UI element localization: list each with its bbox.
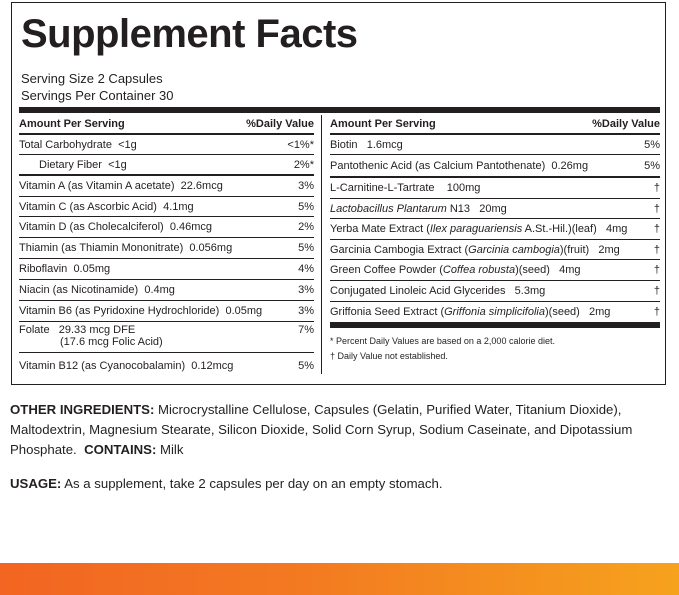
footnote-not-established: † Daily Value not established. [330, 351, 448, 361]
bottom-divider [330, 322, 660, 328]
daily-value-header: %Daily Value [246, 118, 314, 130]
table-row: Conjugated Linoleic Acid Glycerides 5.3mg † [330, 281, 660, 302]
table-row: Vitamin B12 (as Cyanocobalamin) 0.12mcg 5% [19, 359, 314, 372]
table-row: L-Carnitine-L-Tartrate 100mg † [330, 178, 660, 199]
daily-value: † [653, 306, 660, 318]
table-row: Folate 29.33 mcg DFE (17.6 mcg Folic Acid) 7% [19, 322, 314, 353]
amount-per-serving-header: Amount Per Serving [19, 118, 125, 130]
daily-value: 5% [644, 159, 660, 172]
contains-label: CONTAINS: [84, 442, 157, 457]
panel-title: Supplement Facts [21, 12, 358, 56]
daily-value: 5% [644, 138, 660, 151]
table-row: Pantothenic Acid (as Calcium Pantothenate) 0.26mg 5% [330, 155, 660, 178]
daily-value: 4% [298, 263, 314, 275]
daily-value: † [653, 182, 660, 194]
table-row: Thiamin (as Thiamin Mononitrate) 0.056mg 5% [19, 238, 314, 259]
daily-value: 5% [298, 359, 314, 372]
table-row: Biotin 1.6mcg 5% [330, 135, 660, 155]
table-row: Vitamin D (as Cholecalciferol) 0.46mcg 2% [19, 217, 314, 238]
table-row: Yerba Mate Extract (Ilex paraguariensis A.St.-Hil.)(leaf) 4mg † [330, 219, 660, 240]
table-row: Total Carbohydrate <1g <1%* [19, 135, 314, 155]
daily-value: 2% [298, 221, 314, 233]
daily-value: 3% [298, 180, 314, 192]
brand-color-bar [0, 563, 679, 595]
footnote-daily-values: * Percent Daily Values are based on a 2,000 calorie diet. [330, 336, 555, 346]
daily-value: <1%* [287, 138, 314, 151]
table-row: Green Coffee Powder (Coffea robusta)(seed) 4mg † [330, 260, 660, 281]
left-nutrient-table [19, 115, 314, 376]
amount-per-serving-header: Amount Per Serving [330, 118, 436, 130]
daily-value: 5% [298, 242, 314, 254]
other-ingredients-text: Microcrystalline Cellulose, Capsules (Gelatin, Purified Water, Titanium Dioxide), Maltodextrin, Magnesium Stearate, Silicon Dioxide, Solid Corn Syrup, Sodium Caseinate, and Dipotassium Phosphate. [10, 402, 633, 457]
usage-label: USAGE: [10, 476, 62, 491]
table-row: Vitamin B6 (as Pyridoxine Hydrochloride) 0.05mg 3% [19, 301, 314, 322]
daily-value: † [653, 285, 660, 297]
usage-text: As a supplement, take 2 capsules per day on an empty stomach. [61, 476, 443, 491]
serving-size: Serving Size 2 Capsules [21, 71, 163, 86]
daily-value: 3% [298, 284, 314, 296]
daily-value: † [653, 202, 660, 215]
table-row: Niacin (as Nicotinamide) 0.4mg 3% [19, 280, 314, 301]
daily-value: † [653, 223, 660, 235]
servings-per-container: Servings Per Container 30 [21, 88, 174, 103]
table-row: Vitamin A (as Vitamin A acetate) 22.6mcg 3% [19, 176, 314, 197]
other-ingredients-label: OTHER INGREDIENTS: [10, 402, 155, 417]
other-ingredients [10, 400, 675, 460]
supplement-facts-panel [11, 2, 666, 385]
table-row: Vitamin C (as Ascorbic Acid) 4.1mg 5% [19, 197, 314, 217]
table-row: Griffonia Seed Extract (Griffonia simplicifolia)(seed) 2mg † [330, 306, 660, 318]
top-divider [19, 107, 660, 113]
daily-value: 2%* [293, 158, 314, 171]
table-row: Riboflavin 0.05mg 4% [19, 259, 314, 280]
daily-value: † [653, 264, 660, 276]
table-row: Dietary Fiber <1g 2%* [19, 155, 314, 176]
daily-value: † [653, 243, 660, 256]
left-table-header [19, 115, 314, 135]
usage [10, 474, 443, 494]
table-row: Garcinia Cambogia Extract (Garcinia cambogia)(fruit) 2mg † [330, 240, 660, 260]
contains-text: Milk [156, 442, 184, 457]
daily-value: 7% [298, 324, 314, 336]
footnotes [330, 334, 660, 364]
daily-value: 5% [298, 200, 314, 213]
daily-value-header: %Daily Value [592, 118, 660, 130]
column-divider [321, 115, 322, 374]
right-nutrient-table [330, 115, 660, 364]
right-table-header [330, 115, 660, 135]
table-row: Lactobacillus Plantarum N13 20mg † [330, 199, 660, 219]
daily-value: 3% [298, 305, 314, 317]
